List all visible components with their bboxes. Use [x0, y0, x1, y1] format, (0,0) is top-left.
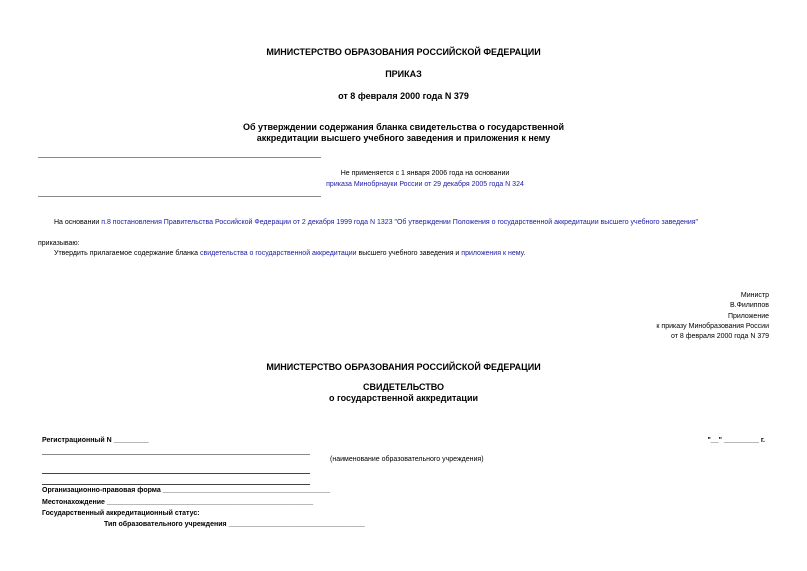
order-title-line1: Об утверждении содержания бланка свидетельства о государственной	[242, 122, 565, 132]
certificate-date-field: "__" _________ г.	[707, 437, 765, 444]
appendix-to-order: к приказу Минобразования России	[656, 323, 769, 330]
signature-name: В.Филиппов	[729, 302, 769, 309]
ministry-heading: МИНИСТЕРСТВО ОБРАЗОВАНИЯ РОССИЙСКОЙ ФЕДЕРАЦИИ	[266, 47, 541, 57]
order-word: приказываю:	[38, 240, 80, 247]
approve-paragraph	[54, 250, 525, 257]
certificate-title: СВИДЕТЕЛЬСТВО	[363, 382, 444, 392]
divider-bottom	[38, 196, 321, 197]
location-field: Местонахождение _____________________________________________________	[42, 499, 314, 506]
basis-prefix: На основании	[54, 219, 102, 226]
divider-top	[38, 157, 321, 158]
institution-type-field: Тип образовательного учреждения ___________________________________	[104, 521, 365, 528]
appendix-label: Приложение	[727, 313, 769, 320]
basis-paragraph	[54, 219, 698, 226]
order-title-line2: аккредитации высшего учебного заведения и приложения к нему	[256, 133, 551, 143]
notice-link[interactable]: приказа Минобрнауки России от 29 декабря 2005 года N 324	[326, 181, 524, 188]
certificate-subtitle: о государственной аккредитации	[328, 393, 479, 403]
basis-link[interactable]: п.8 постановления Правительства Российской Федерации от 2 декабря 1999 года N 1323 "Об утверждении Положения о государственной аккредитации высшего учебного заведения"	[101, 219, 699, 226]
form-line-3	[42, 484, 310, 485]
legal-form-field: Организационно-правовая форма ___________________________________________	[42, 487, 331, 494]
approve-link-certificate[interactable]: свидетельства о государственной аккредитации	[199, 250, 357, 257]
form-line-1	[42, 454, 310, 455]
signature-position: Министр	[740, 292, 769, 299]
certificate-ministry: МИНИСТЕРСТВО ОБРАЗОВАНИЯ РОССИЙСКОЙ ФЕДЕРАЦИИ	[266, 362, 541, 372]
notice-line: Не применяется с 1 января 2006 года на основании	[340, 170, 510, 177]
registration-number-field: Регистрационный N _________	[42, 437, 149, 444]
order-heading: ПРИКАЗ	[385, 69, 422, 79]
approve-link-appendix[interactable]: приложения к нему	[461, 250, 524, 257]
approve-suffix: .	[523, 250, 526, 257]
order-date: от 8 февраля 2000 года N 379	[338, 91, 469, 101]
institution-name-caption: (наименование образовательного учреждения)	[330, 456, 484, 463]
accreditation-status-label: Государственный аккредитационный статус:	[42, 510, 200, 517]
appendix-date: от 8 февраля 2000 года N 379	[671, 333, 769, 340]
form-line-2	[42, 473, 310, 474]
approve-prefix: Утвердить прилагаемое содержание бланка	[54, 250, 200, 257]
approve-middle: высшего учебного заведения и	[356, 250, 462, 257]
